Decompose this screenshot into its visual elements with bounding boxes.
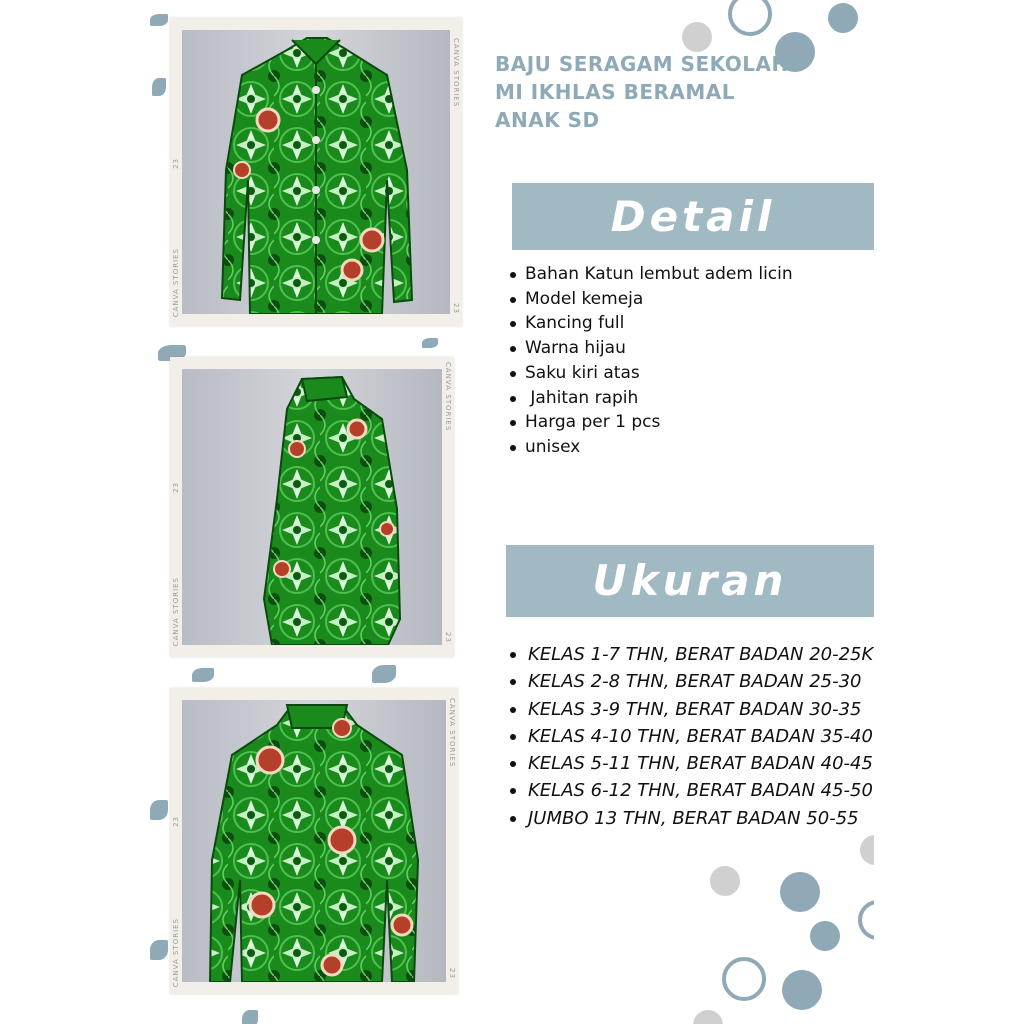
leaf-decoration <box>372 665 396 683</box>
photo-edge-number: 23 <box>172 482 180 493</box>
shirt-side-image <box>182 369 442 645</box>
ukuran-heading: Ukuran <box>592 556 788 605</box>
title-line: ANAK SD <box>495 108 600 132</box>
leaf-decoration <box>150 800 168 820</box>
photo-edge-number: 23 <box>448 968 456 979</box>
list-item: Saku kiri atas <box>510 361 793 386</box>
list-item: Warna hijau <box>510 336 793 361</box>
dot-decoration <box>810 921 840 951</box>
shirt-back-image <box>182 700 446 982</box>
photo-edge-brand: CANVA STORIES <box>172 248 180 318</box>
title-line: MI IKHLAS BERAMAL <box>495 80 735 104</box>
title-line: BAJU SERAGAM SEKOLAH <box>495 52 789 76</box>
product-photo-back <box>170 688 458 994</box>
shirt-front-image <box>182 30 450 314</box>
product-photo-front <box>170 18 462 326</box>
list-item: Kancing full <box>510 311 793 336</box>
leaf-decoration <box>150 940 168 960</box>
list-item: KELAS 4-10 THN, BERAT BADAN 35-40 <box>510 723 873 750</box>
ring-decoration <box>722 957 766 1001</box>
dot-decoration <box>682 22 712 52</box>
ukuran-banner <box>506 545 874 617</box>
leaf-decoration <box>422 338 438 348</box>
dot-decoration <box>860 835 874 865</box>
photo-edge-number: 23 <box>172 816 180 827</box>
dot-decoration <box>693 1010 723 1024</box>
leaf-decoration <box>152 78 166 96</box>
list-item: JUMBO 13 THN, BERAT BADAN 50-55 <box>510 805 873 832</box>
ring-decoration <box>858 900 874 940</box>
dot-decoration <box>828 3 858 33</box>
product-page <box>150 0 874 1024</box>
photo-edge-number: 23 <box>444 632 452 643</box>
list-item: Harga per 1 pcs <box>510 410 793 435</box>
list-item: KELAS 3-9 THN, BERAT BADAN 30-35 <box>510 696 873 723</box>
detail-list <box>510 262 793 460</box>
leaf-decoration <box>242 1010 258 1024</box>
photo-edge-brand: CANVA STORIES <box>172 918 180 988</box>
list-item: KELAS 6-12 THN, BERAT BADAN 45-50 <box>510 777 873 804</box>
dot-decoration <box>710 866 740 896</box>
photo-edge-brand: CANVA STORIES <box>444 362 452 432</box>
list-item: Model kemeja <box>510 287 793 312</box>
ring-decoration <box>728 0 772 36</box>
photo-edge-brand: CANVA STORIES <box>448 698 456 768</box>
detail-heading: Detail <box>610 192 776 241</box>
photo-edge-brand: CANVA STORIES <box>452 38 460 108</box>
list-item: unisex <box>510 435 793 460</box>
leaf-decoration <box>192 668 214 682</box>
photo-edge-number: 23 <box>172 158 180 169</box>
photo-edge-brand: CANVA STORIES <box>172 577 180 647</box>
list-item: KELAS 5-11 THN, BERAT BADAN 40-45 <box>510 750 873 777</box>
size-list <box>510 641 873 832</box>
detail-banner <box>512 183 874 250</box>
product-photo-side <box>170 357 454 657</box>
list-item: Bahan Katun lembut adem licin <box>510 262 793 287</box>
photo-edge-number: 23 <box>452 303 460 314</box>
page-title <box>495 50 874 134</box>
list-item: KELAS 1-7 THN, BERAT BADAN 20-25K <box>510 641 873 668</box>
list-item: KELAS 2-8 THN, BERAT BADAN 25-30 <box>510 668 873 695</box>
dot-decoration <box>782 970 822 1010</box>
leaf-decoration <box>150 14 168 26</box>
list-item: Jahitan rapih <box>510 386 793 411</box>
dot-decoration <box>780 872 820 912</box>
